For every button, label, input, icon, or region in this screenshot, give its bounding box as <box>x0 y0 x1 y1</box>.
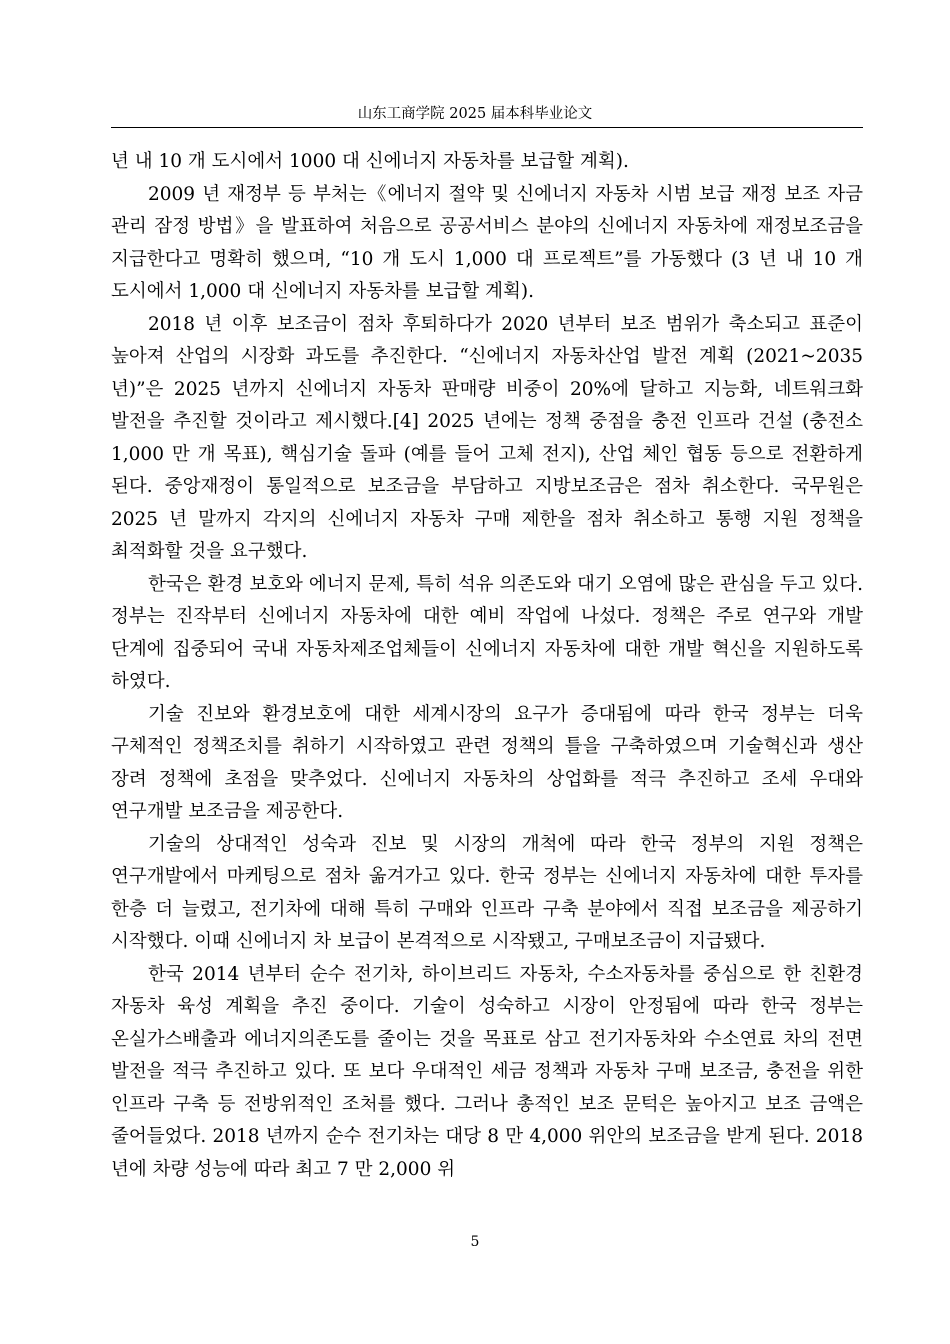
running-header: 山东工商学院 2025 届本科毕业论文 <box>357 106 593 122</box>
paragraph: 기술의 상대적인 성숙과 진보 및 시장의 개척에 따라 한국 정부의 지원 정책은 연구개발에서 마케팅으로 점차 옮겨가고 있다. 한국 정부는 신에너지 자동차에 대한 투자를 한층 더 늘렸고, 전기차에 대해 특히 구매와 인프라 구축 분야에서 직접 보조금을 제공하기 시작했다. 이때 신에너지 차 보급이 본격적으로 시작됐고, 구매보조금이 지급됐다. <box>111 833 863 952</box>
paragraph: 한국 2014 년부터 순수 전기차, 하이브리드 자동차, 수소자동차를 중심으로 한 친환경 자동차 육성 계획을 추진 중이다. 기술이 성숙하고 시장이 안정됨에 따라 한국 정부는 온실가스배출과 에너지의존도를 줄이는 것을 목표로 삼고 전기자동차와 수소연료 차의 전면 발전을 적극 추진하고 있다. 또 보다 우대적인 세금 정책과 자동차 구매 보조금, 충전을 위한 인프라 구축 등 전방위적인 조처를 했다. 그러나 총적인 보조 문턱은 높아지고 보조 금액은 줄어들었다. 2018 년까지 순수 전기차는 대당 8 만 4,000 위안의 보조금을 받게 된다. 2018 년에 차량 성능에 따라 최고 7 만 2,000 위 <box>111 963 863 1180</box>
paragraph: 한국은 환경 보호와 에너지 문제, 특히 석유 의존도와 대기 오염에 많은 관심을 두고 있다. 정부는 진작부터 신에너지 자동차에 대한 예비 작업에 나섰다. 정책은 주로 연구와 개발 단계에 집중되어 국내 자동차제조업체들이 신에너지 자동차에 대한 개발 혁신을 지원하도록 하였다. <box>111 573 863 692</box>
page-number: 5 <box>470 1234 480 1250</box>
paragraph: 2009 년 재정부 등 부처는《에너지 절약 및 신에너지 자동차 시범 보급 재정 보조 자금 관리 잠정 방법》을 발표하여 처음으로 공공서비스 분야의 신에너지 자동차에 재정보조금을 지급한다고 명확히 했으며, “10 개 도시 1,000 대 프로젝트”를 가동했다 (3 년 내 10 개 도시에서 1,000 대 신에너지 자동차를 보급할 계획). <box>111 183 863 302</box>
header-rule <box>111 127 863 128</box>
paragraph: 2018 년 이후 보조금이 점차 후퇴하다가 2020 년부터 보조 범위가 축소되고 표준이 높아져 산업의 시장화 과도를 추진한다. “신에너지 자동차산업 발전 계획 (2021~2035 년)”은 2025 년까지 신에너지 자동차 판매량 비중이 20%에 달하고 지능화, 네트워크화 발전을 추진할 것이라고 제시했다.[4] 2025 년에는 정책 중점을 충전 인프라 건설 (충전소 1,000 만 개 목표), 핵심기술 돌파 (예를 들어 고체 전지), 산업 체인 협동 등으로 전환하게 된다. 중앙재정이 통일적으로 보조금을 부담하고 지방보조금은 점차 취소한다. 국무원은 2025 년 말까지 각지의 신에너지 자동차 구매 제한을 점차 취소하고 통행 지원 정책을 최적화할 것을 요구했다. <box>111 313 863 562</box>
paragraph: 기술 진보와 환경보호에 대한 세계시장의 요구가 증대됨에 따라 한국 정부는 더욱 구체적인 정책조치를 취하기 시작하였고 관련 정책의 틀을 구축하였으며 기술혁신과 생산 장려 정책에 초점을 맞추었다. 신에너지 자동차의 상업화를 적극 추진하고 조세 우대와 연구개발 보조금을 제공한다. <box>111 703 863 822</box>
paragraph-continuation: 년 내 10 개 도시에서 1000 대 신에너지 자동차를 보급할 계획). <box>111 151 629 172</box>
body-text <box>111 146 863 1186</box>
